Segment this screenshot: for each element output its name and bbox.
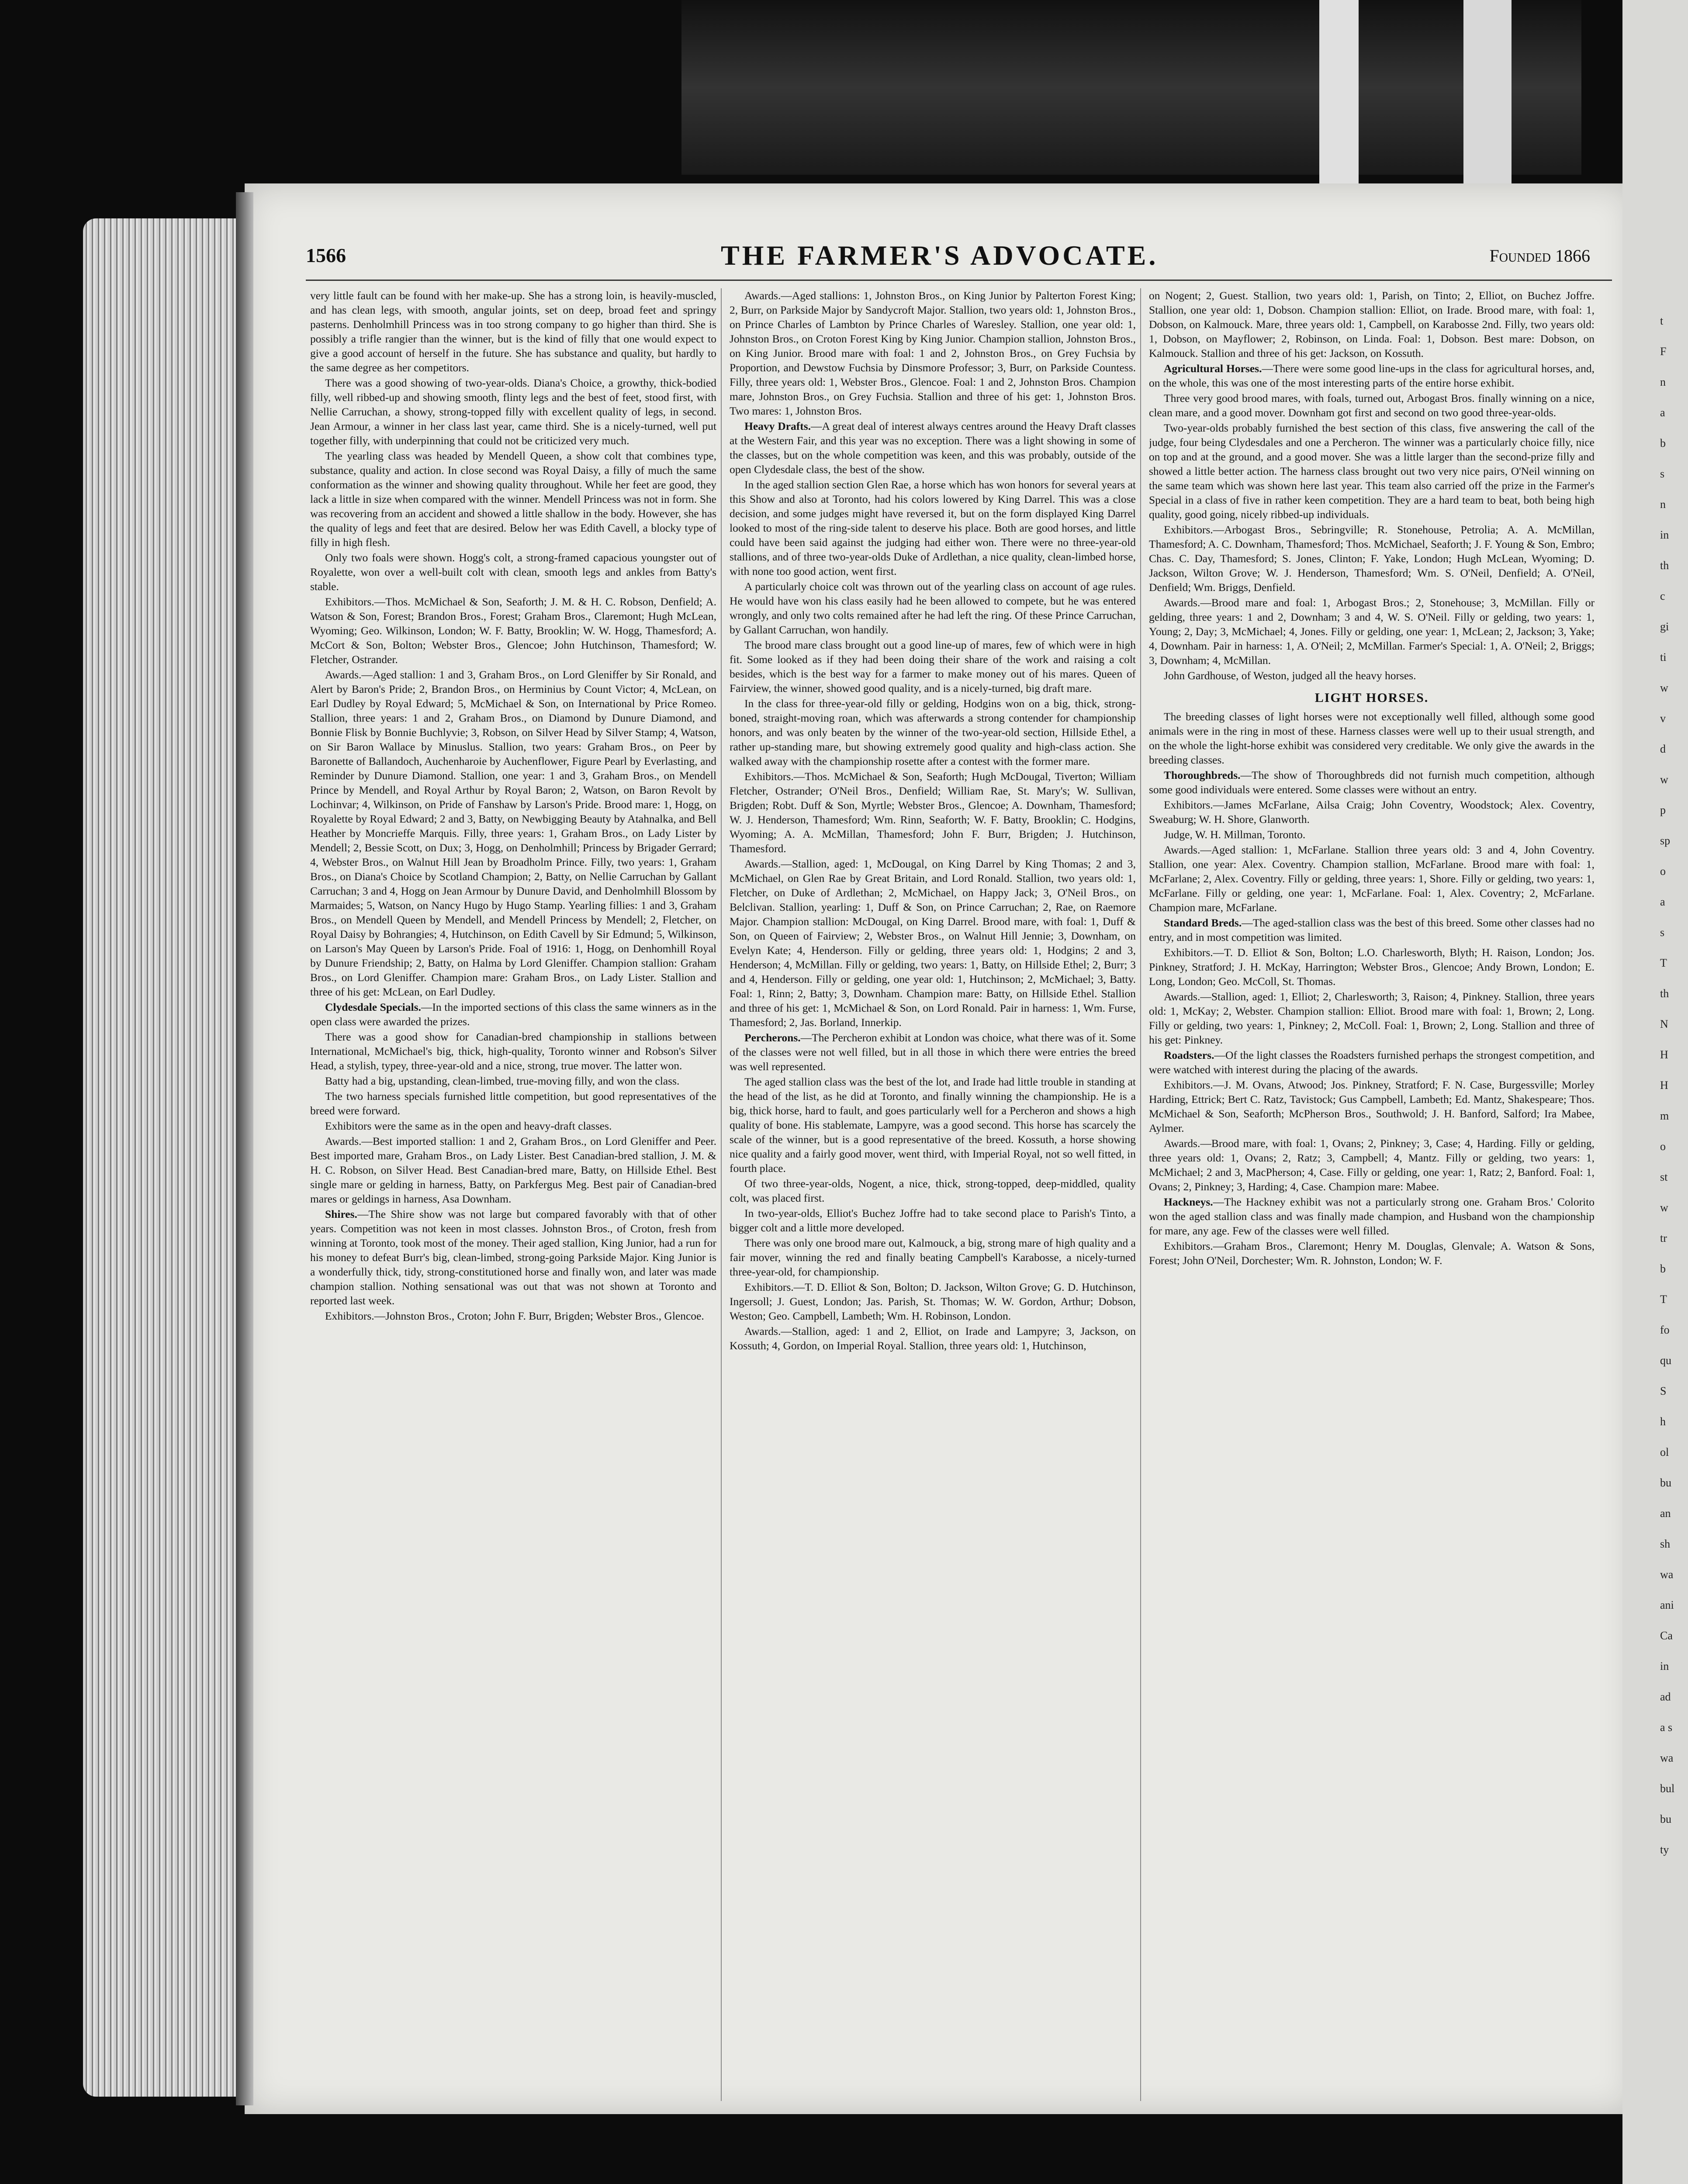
facing-page-fragment: T xyxy=(1660,1293,1667,1306)
paragraph xyxy=(730,288,1136,418)
paragraph xyxy=(310,594,716,667)
facing-page-fragment: wa xyxy=(1660,1752,1674,1764)
paragraph xyxy=(310,376,716,448)
paragraph-text: Awards.—Brood mare and foal: 1, Arbogast Bros.; 2, Stonehouse; 3, McMillan. Filly or gelding, three years: 1 and 2, Downham; 3 and 4, W. S. O'Neil. Filly or gelding, two years: 1, Young; 2, Day; 3, McMichael; 4, Jones. Filly or gelding, one year: 1, McLean; 2, Jackson; 3, Yake; 4, Downham. Pair in harness: 1, A. O'Neil; 2, McMillan. Farmer's Special: 1, A. O'Neil; 2, Briggs; 3, Downham; 4, McMillan. xyxy=(1149,596,1595,667)
facing-page-fragment: sp xyxy=(1660,834,1671,847)
facing-page-fragment: o xyxy=(1660,865,1666,878)
facing-page-fragment: p xyxy=(1660,804,1666,816)
paragraph-text: —The show of Thoroughbreds did not furnish much competition, although some good individuals were entered. Some classes were without an entry. xyxy=(1149,769,1595,796)
facing-page-fragment: c xyxy=(1660,590,1665,602)
facing-page-fragments xyxy=(1660,306,1686,2053)
article-column-middle xyxy=(730,288,1136,2105)
facing-page-fragment: ti xyxy=(1660,651,1667,663)
section-heading-text: LIGHT HORSES. xyxy=(1314,691,1429,705)
facing-page-fragment: bu xyxy=(1660,1813,1671,1825)
paragraph xyxy=(310,1309,716,1323)
run-in-heading: Thoroughbreds. xyxy=(1164,769,1241,781)
paragraph xyxy=(730,1030,1136,1074)
facing-page-fragment: F xyxy=(1660,345,1667,358)
run-in-heading: Standard Breds. xyxy=(1164,916,1242,929)
facing-page-fragment: bul xyxy=(1660,1782,1675,1795)
facing-page-fragment: sh xyxy=(1660,1538,1671,1550)
article-column-right xyxy=(1149,288,1595,2105)
scanner-highlight xyxy=(1319,0,1359,183)
paragraph-text: In the aged stallion section Glen Rae, a horse which has won honors for several years at this Show and also at Toronto, had his colors lowered by King Darrel. This was a close decision, and some judges might have reversed it, but on the form displayed King Darrel looked to most of the ring-side talent to deserve his place. Both are good horses, and little could have been said against the judging had either won. There were no three-year-old stallions, and of three two-year-olds Duke of Ardlethan, a nice quality, clean-limbed horse, with none too good action, went first. xyxy=(730,478,1136,577)
paragraph xyxy=(1149,945,1595,988)
paragraph-text: Batty had a big, upstanding, clean-limbed, true-moving filly, and won the class. xyxy=(325,1075,680,1087)
facing-page-fragment: n xyxy=(1660,376,1666,388)
facing-page-fragment: H xyxy=(1660,1048,1668,1061)
paragraph-text: The brood mare class brought out a good line-up of mares, few of which were in high fit. Some looked as if they had been doing their share of the work and raising a colt besides, which is the best way for a farmer to make money out of his mares. Queen of Fairview, the winner, showed good quality, and is a nicely-turned, big draft mare. xyxy=(730,639,1136,695)
page-header xyxy=(306,239,1608,279)
paragraph-text: Of two three-year-olds, Nogent, a nice, thick, strong-topped, deep-middled, quality colt, was placed first. xyxy=(730,1177,1136,1204)
facing-page-fragment: ol xyxy=(1660,1446,1669,1458)
paragraph xyxy=(310,1119,716,1133)
facing-page-fragment: v xyxy=(1660,712,1666,725)
paragraph-text: There was a good showing of two-year-olds. Diana's Choice, a growthy, thick-bodied filly, well ribbed-up and showing smooth, flinty legs and the best of feet, stood first, with Nellie Carruchan, a showy, strong-topped filly with excellent quality of legs, in second. Jean Armour, a winner in her class last year, came third. She is a nicely-turned, well put together filly, with underpinning that could not be criticized very much. xyxy=(310,377,716,447)
paragraph-text: —Of the light classes the Roadsters furnished perhaps the strongest competition, and were watched with interest during the placing of the awards. xyxy=(1149,1049,1595,1076)
facing-page-fragment: th xyxy=(1660,987,1669,1000)
paragraph-text: Exhibitors were the same as in the open and heavy-draft classes. xyxy=(325,1120,612,1132)
paragraph-text: Awards.—Stallion, aged: 1, McDougal, on King Darrel by King Thomas; 2 and 3, McMichael, on Glen Rae by Great Britain, and Lord Ronald. Stallion, two years old: 1, Fletcher, on Duke of Ardlethan; 2, McMichael, on Happy Jack; 3, O'Neil Bros., on Belclivan. Stallion, yearling: 1, Duff & Son, on Prince Carruchan; 2, Rae, on Raemore Major. Champion stallion: McDougal, on King Darrel. Brood mare, with foal: 1, Duff & Son, on Queen of Fairview; 2, Webster Bros., on Walnut Hill Jennie; 3, Downham, on Evelyn Kate; 4, Henderson. Filly or gelding, three years old: 1, Hodgins; 2 and 3, Henderson; 4, McMillan. Filly or gelding, two years: 1, Batty, on Hillside Ethel; 2, Burr; 3 and 4, Henderson. Filly or gelding, one year old: 1, Hutchinson; 2, McMichael; 3, Batty. Foal: 1, Rinn; 2, Batty; 3, Downham. Champion mare: Batty, on Hillside Ethel. Stallion and three of his get: 1, McMichael & Son, on Lord Ronald. Pair in harness: 1, Wm. Furse, Thamesford; 2, Jas. Borland, Innerkip. xyxy=(730,857,1136,1029)
run-in-heading: Shires. xyxy=(325,1208,357,1220)
facing-page-fragment: h xyxy=(1660,1415,1666,1428)
paragraph xyxy=(1149,827,1595,842)
facing-page-fragment: qu xyxy=(1660,1354,1671,1367)
column-divider xyxy=(721,288,722,2101)
paragraph-text: Judge, W. H. Millman, Toronto. xyxy=(1164,828,1306,841)
paragraph-text: Awards.—Aged stallion: 1 and 3, Graham Bros., on Lord Gleniffer by Sir Ronald, and Alert by Baron's Pride; 2, Brandon Bros., on Herminius by Count Victor; 4, McLean, on Earl Dudley by Royal Edward; 5, McMichael & Son, on International by Price Romeo. Stallion, three years: 1 and 2, Graham Bros., on Diamond by Dunure Diamond, and Bonnie Flisk by Bonnie Buchlyvie; 3, Robson, on Silver Head by Silver Stamp; 4, Watson, on Sir Baron Wallace by Minuslus. Stallion, two years: Graham Bros., on Peer by Baronette of Ballandoch, Auchenharoie by Auchenflower, Figure Pearl by Everlasting, and Reminder by Dunure Diamond. Stallion, one year: 1 and 3, Graham Bros., on Mendell Prince by Mendell, and Royal Arthur by Royal Baron; 2, Watson, on Baron Revolt by Lochinvar; 4, Wilkinson, on Pride of Fanshaw by Larson's Pride. Brood mare: 1, Hogg, on Royalette by Royal Edward; 2 and 3, Batty, on Newbigging Beauty by Atahnalka, and Bell Heather by Moncrieffe Marquis. Filly, three years: 1, Graham Bros., on Lady Lister by Mendell; 2, Bessie Scott, on Dux; 3, Hogg, on Denholmhill; Princess by Brigader Gerrard; 4, Webster Bros., on Walnut Hill Jean by Broadholm Prince. Filly, two years: 1, Graham Bros., on Diana's Choice by Scotland Champion; 2, Batty, on Nellie Carruchan by Gallant Carruchan; 3 and 4, Hogg on Jean Armour by Dunure David, and Denholmhill Blossom by Marmaides; 5, Watson, on Nancy Hugo by Hugo Stamp. Yearling fillies: 1 and 3, Graham Bros., on Mendell Queen by Mendell, and Mendell Princess by Mendell; 2, Fletcher, on Royal Daisy by Bohrangies; 4, Hutchinson, on Edith Cavell by Sir Edmund; 5, Wilkinson, on Larson's May Queen by Larson's Pride. Foal of 1916: 1, Hogg, on Denhomhill Royal by Dunure Friendship; 2, Batty, on Halma by Lord Gleniffer. Champion stallion: Graham Bros., on Lord Gleniffer. Champion mare: Graham Bros., on Lady Lister. Stallion and three of his get: McLean, on Earl Dudley. xyxy=(310,668,716,998)
paragraph-text: Exhibitors.—Thos. McMichael & Son, Seaforth; J. M. & H. C. Robson, Denfield; A. Watson & Son, Forest; Brandon Bros., Forest; Graham Bros., Claremont; Hugh McLean, Wyoming; Geo. Wilkinson, London; W. F. Batty, Brooklin; W. W. Hogg, Thamesford; A. McCort & Son, Bolton; Webster Bros., Glencoe; John Hutchinson, Thamesford; W. Fletcher, Ostrander. xyxy=(310,595,716,666)
masthead-title: THE FARMER'S ADVOCATE. xyxy=(721,240,1159,271)
facing-page-fragment: o xyxy=(1660,1140,1666,1153)
paragraph-text: Exhibitors.—T. D. Elliot & Son, Bolton; D. Jackson, Wilton Grove; G. D. Hutchinson, Ingersoll; J. Guest, London; Jas. Parish, St. Thomas; W. W. Gordon, Arthur; Dobson, Weston; Geo. Campbell, Lambeth; Wm. H. Robinson, London. xyxy=(730,1281,1136,1322)
facing-page-fragment: a xyxy=(1660,406,1665,419)
facing-page-fragment: s xyxy=(1660,926,1665,939)
founded-label: Founded 1866 xyxy=(1489,246,1590,266)
facing-page-fragment: d xyxy=(1660,743,1666,755)
facing-page-fragment: a xyxy=(1660,895,1665,908)
paragraph-text: The yearling class was headed by Mendell Queen, a show colt that combines type, substance, quality and action. In close second was Royal Daisy, a filly of much the same conformation as the winner and showing quality throughout. While her feet are good, they lack a little in size when compared with the winner. Mendell Princess was not in form. She was recovering from an accident and showed a little shallow in the body. However, she has the quality of legs and feet that are desired. Below her was Edith Cavell, a blocky type of filly in high flesh. xyxy=(310,449,716,549)
facing-page-fragment: m xyxy=(1660,1109,1669,1122)
paragraph-text: —In the imported sections of this class the same winners as in the open class were awarded the prizes. xyxy=(310,1001,716,1028)
facing-page-fragment: w xyxy=(1660,773,1668,786)
paragraph-text: Awards.—Brood mare, with foal: 1, Ovans; 2, Pinkney; 3, Case; 4, Harding. Filly or gelding, three years old: 1, Ovans; 2, Ratz; 3, Campbell; 4, Mantz. Filly or gelding, two years: 1, McMichael; 2 and 3, MacPherson; 4, Case. Filly or gelding, one year: 1, Ratz; 2, Banford. Foal: 1, Ovans; 2, Pinkney; 3, Harding; 4, Case. Champion mare: Mabee. xyxy=(1149,1137,1595,1193)
run-in-heading: Agricultural Horses. xyxy=(1164,362,1262,375)
run-in-heading: Percherons. xyxy=(744,1031,801,1044)
header-rule xyxy=(306,280,1612,281)
facing-page-fragment: H xyxy=(1660,1079,1668,1092)
book-page-edges xyxy=(83,218,240,2097)
paragraph xyxy=(310,288,716,375)
paragraph-text: Awards.—Stallion, aged: 1, Elliot; 2, Charlesworth; 3, Raison; 4, Pinkney. Stallion, three years old: 1, McKay; 2, Webster. Champion stallion: Elliot. Brood mare with foal: 1, Brown; 2, Long. Filly or gelding, two years: 1, Pinkney; 2, McColl. Foal: 1, Brown; 2, Long. Stallion and three of his get: Pinkney. xyxy=(1149,990,1595,1046)
facing-page-fragment: wa xyxy=(1660,1568,1674,1581)
paragraph xyxy=(310,550,716,594)
paragraph xyxy=(730,1206,1136,1235)
facing-page-fragment: w xyxy=(1660,1201,1668,1214)
facing-page-fragment: S xyxy=(1660,1385,1667,1397)
paragraph-text: In two-year-olds, Elliot's Buchez Joffre had to take second place to Parish's Tinto, a bigger colt and a little more developed. xyxy=(730,1207,1136,1234)
paragraph-text: Exhibitors.—James McFarlane, Ailsa Craig; John Coventry, Woodstock; Alex. Coventry, Sweaburg; W. H. Shore, Glanworth. xyxy=(1149,798,1595,826)
facing-page-fragment: b xyxy=(1660,1262,1666,1275)
paragraph xyxy=(1149,1048,1595,1077)
paragraph xyxy=(1149,798,1595,826)
paragraph-text: Only two foals were shown. Hogg's colt, a strong-framed capacious youngster out of Royalette, won over a well-built colt with clean, smooth legs and ankles from Batty's stable. xyxy=(310,551,716,593)
paragraph xyxy=(1149,522,1595,594)
paragraph xyxy=(1149,916,1595,944)
paragraph xyxy=(730,419,1136,477)
paragraph xyxy=(310,1207,716,1308)
paragraph-text: on Nogent; 2, Guest. Stallion, two years old: 1, Parish, on Tinto; 2, Elliot, on Buchez Joffre. Stallion, one year old: 1, Dobson. Champion stallion: Elliot, on Irade. Brood mare, with foal: 1, Dobson, on Kalmouck. Mare, three years old: 1, Campbell, on Karabosse 2nd. Filly, two years old: 1, Dobson, on Mayflower; 2, Robinson, on Linda. Foal: 1, Dobson. Best mare: Dobson, on Kalmouck. Stallion and three of his get: Jackson, on Kossuth. xyxy=(1149,289,1595,359)
facing-page-fragment: Ca xyxy=(1660,1629,1673,1642)
column-divider xyxy=(1140,288,1141,2101)
paragraph xyxy=(1149,361,1595,390)
spine-shadow xyxy=(236,192,253,2105)
paragraph xyxy=(1149,391,1595,420)
paragraph xyxy=(730,1324,1136,1353)
section-heading xyxy=(1149,691,1595,705)
paragraph-text: very little fault can be found with her make-up. She has a strong loin, is heavily-muscled, and has clean legs, with smooth, angular joints, set on deep, broad feet and springy pasterns. Denholmhill Princess was in too strong company to go higher than third. She is possibly a trifle rangier than the winner, but is the kind of filly that one would expect to give a good account of herself in the future. She has substance and quality, but hardly to the same degree as her competitors. xyxy=(310,289,716,374)
paragraph xyxy=(310,1030,716,1073)
facing-page-fragment: s xyxy=(1660,467,1665,480)
facing-page-fragment: w xyxy=(1660,681,1668,694)
paragraph-text: Awards.—Aged stallion: 1, McFarlane. Stallion three years old: 3 and 4, John Coventry. Stallion, one year: Alex. Coventry. Champion stallion, McFarlane. Brood mare with foal: 1, McFarlane; 2, Alex. Coventry. Filly or gelding, three years: 1, Shore. Filly or gelding, two years: 1, McFarlane. Filly or gelding, one year: 1, McFarlane. Foal: 1, Alex. Coventry; 2, McFarlane. Champion mare, McFarlane. xyxy=(1149,843,1595,914)
paragraph-text: Exhibitors.—Graham Bros., Claremont; Henry M. Douglas, Glenvale; A. Watson & Sons, Forest; John O'Neil, Dorchester; Wm. R. Johnston, London; W. F. xyxy=(1149,1240,1595,1267)
paragraph xyxy=(730,1280,1136,1323)
facing-page-fragment: ani xyxy=(1660,1599,1674,1611)
paragraph xyxy=(310,667,716,999)
paragraph-text: —The Hackney exhibit was not a particularly strong one. Graham Bros.' Colorito won the aged stallion class and was finally made champion, and Husband won the championship for mare, any age. Few of the classes were well filled. xyxy=(1149,1196,1595,1237)
paragraph xyxy=(1149,421,1595,522)
paragraph-text: Exhibitors.—Arbogast Bros., Sebringville; R. Stonehouse, Petrolia; A. A. McMillan, Thamesford; A. C. Downham, Thamesford; Thos. McMichael, Seaforth; J. F. Young & Son, Embro; Chas. C. Day, Thamesford; S. Jones, Clinton; F. Yake, London; Hugh McLean, Wyoming; D. Jackson, Wilton Grove; W. J. Henderson, Thamesford; Wm. S. O'Neil, Denfield; A. O'Neil, Denfield; Wm. Briggs, Denfield. xyxy=(1149,523,1595,594)
facing-page-fragment: t xyxy=(1660,314,1664,327)
paragraph-text: John Gardhouse, of Weston, judged all the heavy horses. xyxy=(1164,669,1416,682)
page-number: 1566 xyxy=(306,244,346,266)
facing-page-fragment: n xyxy=(1660,498,1666,511)
paragraph-text: Awards.—Best imported stallion: 1 and 2, Graham Bros., on Lord Gleniffer and Peer. Best imported mare, Graham Bros., on Lady Lister. Best Canadian-bred stallion, J. M. & H. C. Robson, on Silver Head. Best Canadian-bred mare, Batty, on Hillside Ethel. Best single mare or gelding in harness, Batty, on Parkfergus Meg. Best pair of Canadian-bred mares or geldings in harness, Asa Downham. xyxy=(310,1135,716,1205)
paragraph xyxy=(310,1074,716,1088)
paragraph-text: Three very good brood mares, with foals, turned out, Arbogast Bros. finally winning on a nice, clean mare, and a good mover. Downham got first and second on two good three-year-olds. xyxy=(1149,392,1595,419)
paragraph-text: —The Percheron exhibit at London was choice, what there was of it. Some of the classes were not well filled, but in all those in which there were entries the breed was well represented. xyxy=(730,1031,1136,1073)
paragraph xyxy=(1149,1136,1595,1194)
paragraph-text: —A great deal of interest always centres around the Heavy Draft classes at the Western Fair, and this year was no exception. There was a light showing in some of the classes, but on the whole competition was keen, and this was probably, outside of the open Clydesdale class, the best of the show. xyxy=(730,420,1136,476)
paragraph xyxy=(1149,989,1595,1047)
paragraph xyxy=(1149,595,1595,667)
facing-page-fragment: th xyxy=(1660,559,1669,572)
paragraph xyxy=(310,1089,716,1118)
paragraph-text: —The aged-stallion class was the best of this breed. Some other classes had no entry, and in most competition was limited. xyxy=(1149,916,1595,943)
paragraph-text: There was only one brood mare out, Kalmouck, a big, strong mare of high quality and a fair mover, winning the red and finally beating Campbell's Karabosse, a nicely-turned three-year-old, for championship. xyxy=(730,1237,1136,1278)
scanner-top-area xyxy=(681,0,1581,175)
paragraph-text: Exhibitors.—T. D. Elliot & Son, Bolton; L.O. Charlesworth, Blyth; H. Raison, London; Jos. Pinkney, Stratford; J. H. McKay, Harrington; Webster Bros., Glencoe; Andy Brown, London; E. Long, London; Geo. McColl, St. Thomas. xyxy=(1149,946,1595,988)
paragraph xyxy=(1149,288,1595,360)
facing-page-fragment: a s xyxy=(1660,1721,1673,1734)
paragraph-text: There was a good show for Canadian-bred championship in stallions between International, McMichael's big, thick, high-quality, Toronto winner and Robson's Silver Head, a stylish, typey, three-year-old and a nice, strong, true mover. The latter won. xyxy=(310,1030,716,1072)
facing-page-fragment: ad xyxy=(1660,1690,1671,1703)
run-in-heading: Hackneys. xyxy=(1164,1196,1213,1208)
paragraph xyxy=(730,477,1136,578)
paragraph-text: Awards.—Aged stallions: 1, Johnston Bros., on King Junior by Palterton Forest King; 2, Burr, on Parkside Major by Sandycroft Major. Stallion, two years old: 1, Johnston Bros., on Prince Charles of Lambton by Prince Charles of Waresley. Stallion, one year old: 1, Johnston Bros., on Croton Forest King by King Junior. Champion stallion, Johnston Bros., on King Junior. Brood mare with foal: 1 and 2, Johnston Bros., on Grey Fuchsia by Proportion, and Dewstow Fuchsia by Dinsmore Professor; 3, Burr, on Parkside Countess. Filly, three years old: 1, Webster Bros., Glencoe. Foal: 1 and 2, Johnston Bros. Champion mare, Johnston Bros., on Grey Fuchsia. Stallion and three of his get: 1, Johnston Bros. Two mares: 1, Johnston Bros. xyxy=(730,289,1136,417)
facing-page-fragment: in xyxy=(1660,529,1669,541)
run-in-heading: Clydesdale Specials. xyxy=(325,1001,421,1013)
paragraph xyxy=(1149,1239,1595,1268)
paragraph-text: Exhibitors.—J. M. Ovans, Atwood; Jos. Pinkney, Stratford; F. N. Case, Burgessville; Morley Harding, Ettrick; Bert C. Ratz, Tavistock; Gus Campbell, Lambeth; Ed. Mantz, Shakespeare; Thos. McMichael & Son, Seaforth; McPherson Bros., Southwold; J. H. Banford, Salford; Ira Mabee, Aylmer. xyxy=(1149,1078,1595,1134)
paragraph xyxy=(310,449,716,549)
run-in-heading: Roadsters. xyxy=(1164,1049,1214,1061)
paragraph-text: In the class for three-year-old filly or gelding, Hodgins won on a big, thick, strong-boned, straight-moving roan, which was afterwards a strong contender for championship honors, and was only beaten by the winner of the two-year-old section, Hillside Ethel, a rather up-standing mare, but showing extremely good quality and high-class action. She walked away with the championship rosette after a contest with the former mare. xyxy=(730,697,1136,767)
paragraph-text: Two-year-olds probably furnished the best section of this class, five answering the call of the judge, four being Clydesdales and one a Percheron. The winner was a particularly choice filly, nice on top and at the ground, and a good mover. She was a little larger than the second-prize filly and showed a little better action. The harness class brought out two very nice pairs, O'Neil winning on the same team which was shown here last year. This team also carried off the prize in the Farmer's Special in a class of five in rather keen competition. They are a hard team to beat, both being high quality, good going, nicely ribbed-up individuals. xyxy=(1149,422,1595,521)
paragraph xyxy=(730,1236,1136,1279)
facing-page-fragment: an xyxy=(1660,1507,1671,1520)
scanner-highlight xyxy=(1463,0,1512,183)
paragraph xyxy=(1149,709,1595,767)
run-in-heading: Heavy Drafts. xyxy=(744,420,811,432)
facing-page-fragment: ty xyxy=(1660,1843,1669,1856)
paragraph xyxy=(1149,1078,1595,1135)
paragraph-text: —There were some good line-ups in the class for agricultural horses, and, on the whole, this was one of the most interesting parts of the entire horse exhibit. xyxy=(1149,362,1595,389)
paragraph xyxy=(310,1000,716,1029)
paragraph xyxy=(1149,668,1595,683)
paragraph xyxy=(730,769,1136,856)
paragraph-text: The aged stallion class was the best of the lot, and Irade had little trouble in standing at the head of the list, as he did at Toronto, and finally winning the championship. He is a big, thick horse, hard to fault, and goes particularly well for a Percheron and shows a high quality of bone. His stablemate, Lampyre, was a good second. This horse has scarcely the scale of the winner, but is a good representative of the breed. Kossuth, a horse showing nice quality and a fairly good mover, went third, with Imperial Royal, not so well fitted, in fourth place. xyxy=(730,1075,1136,1175)
facing-page-fragment: b xyxy=(1660,437,1666,449)
article-column-left xyxy=(310,288,716,2105)
paragraph-text: Exhibitors.—Thos. McMichael & Son, Seaforth; Hugh McDougal, Tiverton; William Fletcher, Ostrander; O'Neil Bros., Denfield; William Rae, St. Mary's; W. Sullivan, Brigden; Robt. Duff & Son, Myrtle; Webster Bros., Glencoe; A. Downham, Thamesford; W. J. Henderson, Thamesford; Wm. Rinn, Seaforth; W. F. Batty, Brooklin; C. Hodgins, Wyoming; A. A. McMillan, Thamesford; John F. Burr, Brigden; J. Hutchinson, Thamesford. xyxy=(730,770,1136,855)
paragraph xyxy=(730,696,1136,768)
facing-page-fragment: in xyxy=(1660,1660,1669,1673)
paragraph xyxy=(730,1075,1136,1175)
paragraph xyxy=(730,638,1136,695)
paragraph-text: —The Shire show was not large but compared favorably with that of other years. Competition was not keen in most classes. Johnston Bros., of Croton, fresh from winning at Toronto, took most of the money. Their aged stallion, King Junior, had a run for his money to defeat Burr's big, clean-limbed, strong-going Parkside Major. King Junior is a wonderfully thick, tidy, strong-constitutioned horse and finally won, and later was made champion stallion. Nothing sensational was out that was not shown at Toronto and reported last week. xyxy=(310,1208,716,1307)
paragraph xyxy=(730,1176,1136,1205)
facing-page-fragment: N xyxy=(1660,1018,1668,1030)
facing-page-fragment: bu xyxy=(1660,1476,1671,1489)
facing-page-fragment: fo xyxy=(1660,1324,1670,1336)
paragraph-text: A particularly choice colt was thrown out of the yearling class on account of age rules. He would have won his class easily had he been allowed to compete, but he was entered wrongly, and only two colts remained after he had left the ring. Of these Prince Carruchan, by Gallant Carruchan, won handily. xyxy=(730,580,1136,636)
paragraph-text: Awards.—Stallion, aged: 1 and 2, Elliot, on Irade and Lampyre; 3, Jackson, on Kossuth; 4, Gordon, on Imperial Royal. Stallion, three years old: 1, Hutchinson, xyxy=(730,1325,1136,1352)
paragraph-text: Exhibitors.—Johnston Bros., Croton; John F. Burr, Brigden; Webster Bros., Glencoe. xyxy=(325,1310,704,1322)
facing-page-fragment: T xyxy=(1660,957,1667,969)
paragraph-text: The breeding classes of light horses were not exceptionally well filled, although some good animals were in the ring in most of these. Harness classes were well up to their usual strength, and on the whole the light-horse exhibit was considered very creditable. We only give the awards in the breeding classes. xyxy=(1149,710,1595,766)
paragraph-text: The two harness specials furnished little competition, but good representatives of the breed were forward. xyxy=(310,1090,716,1117)
paragraph xyxy=(1149,768,1595,797)
facing-page-fragment: gi xyxy=(1660,620,1669,633)
paragraph xyxy=(310,1134,716,1206)
paragraph xyxy=(730,857,1136,1030)
facing-page-fragment: tr xyxy=(1660,1232,1667,1244)
paragraph xyxy=(1149,1195,1595,1238)
paragraph xyxy=(1149,843,1595,915)
paragraph xyxy=(730,579,1136,637)
facing-page-fragment: st xyxy=(1660,1171,1668,1183)
